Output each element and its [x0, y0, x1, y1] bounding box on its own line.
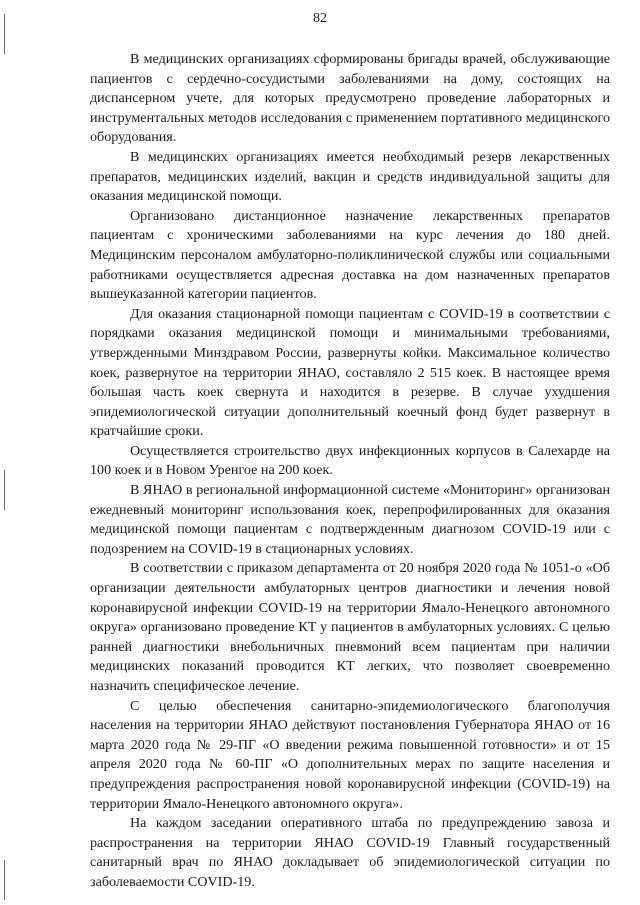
paragraph-medical-reserve: В медицинских организациях имеется необходимый резерв лекарственных препаратов, медицинских изделий, вакцин и средств индивидуальной защиты для оказания медицинской помощи.: [90, 148, 610, 205]
paragraph-hospital-beds: Для оказания стационарной помощи пациентам с COVID-19 в соответствии с порядками оказания медицинской помощи и минимальными требованиями, утвержденными Минздравом России, развернуты койки. Максимальное количество коек, развернутое на территории ЯНАО, составляло 2 515 коек. В настоящее время большая часть коек свернута и находится в резерве. В случае ухудшения эпидемиологической ситуации дополнительный коечный фонд будет развернут в кратчайшие сроки.: [90, 305, 610, 440]
paragraph-governor-decrees: С целью обеспечения санитарно-эпидемиологического благополучия населения на территории ЯНАО действуют постановления Губернатора ЯНАО от 16 марта 2020 года № 29-ПГ «О введении режима повышенной готовности» и от 15 апреля 2020 года № 60-ПГ «О дополнительных мерах по защите населения и предупреждения распространения новой коронавирусной инфекции (COVID-19) на территории Ямало-Ненецкого автономного округа».: [90, 697, 610, 812]
paragraph-infection-buildings: Осуществляется строительство двух инфекционных корпусов в Салехарде на 100 коек и в Новом Уренгое на 200 коек.: [90, 442, 610, 479]
scan-margin-line-bottom: [4, 860, 5, 900]
paragraph-ct-diagnostics: В соответствии с приказом департамента от 20 ноября 2020 года № 1051-о «Об организации деятельности амбулаторных центров диагностики и лечения новой коронавирусной инфекции COVID-19 на территории Ямало-Ненецкого автономного округа» организовано проведение КТ у пациентов в амбулаторных условиях. С целью ранней диагностики внебольничных пневмоний всем пациентам при наличии медицинских показаний проводится КТ легких, что позволяет своевременно назначить специфическое лечение.: [90, 560, 610, 694]
paragraph-headquarters-reports: На каждом заседании оперативного штаба по предупреждению завоза и распространения на территории ЯНАО COVID-19 Главный государственный санитарный врач по ЯНАО докладывает об эпидемиологической ситуации по заболеваемости COVID-19.: [90, 815, 610, 890]
paragraph-remote-prescription: Организовано дистанционное назначение лекарственных препаратов пациентам с хроническими заболеваниями на курс лечения до 180 дней. Медицинским персоналом амбулаторно-поликлинической службы или социальными работниками осуществляется адресная доставка на дом назначенных препаратов вышеуказанной категории пациентов.: [90, 207, 610, 303]
paragraph-bed-monitoring: В ЯНАО в региональной информационной системе «Мониторинг» организован ежедневный мониторинг использования коек, перепрофилированных для оказания медицинской помощи пациентам с подтвержденным диагнозом COVID-19 или с подозрением на COVID-19 в стационарных условиях.: [90, 482, 610, 557]
paragraph-doctor-brigades: В медицинских организациях сформированы бригады врачей, обслуживающие пациентов с сердечно-сосудистыми заболеваниями на дому, состоящих на диспансерном учете, для которых предусмотрено проведение лабораторных и инструментальных методов исследования с применением портативного медицинского оборудования.: [90, 51, 610, 146]
page-number: 82: [313, 11, 327, 26]
scan-margin-line-middle: [4, 470, 5, 510]
body-text: [90, 50, 610, 893]
